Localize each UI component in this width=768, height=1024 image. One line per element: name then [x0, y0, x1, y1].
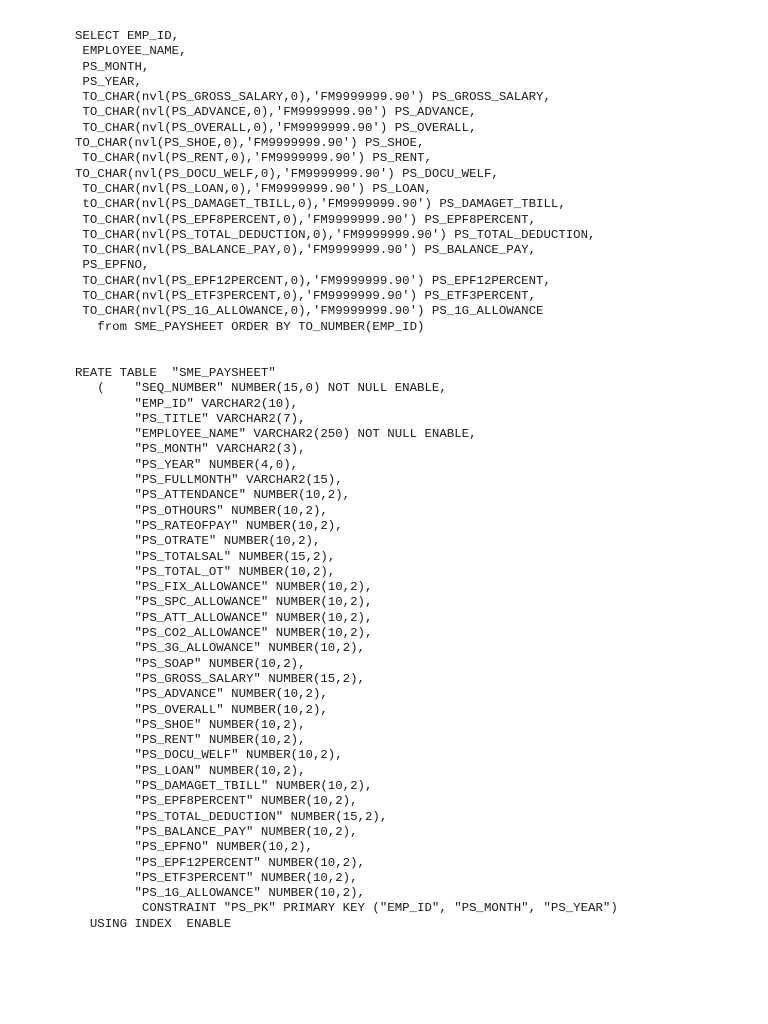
code-line: "PS_TOTAL_DEDUCTION" NUMBER(15,2), [75, 809, 388, 824]
code-line: "PS_SOAP" NUMBER(10,2), [75, 656, 306, 671]
code-line: "EMP_ID" VARCHAR2(10), [75, 396, 299, 411]
code-line: EMPLOYEE_NAME, [75, 44, 187, 59]
code-line: "PS_OTRATE" NUMBER(10,2), [75, 534, 321, 549]
code-line: "PS_MONTH" VARCHAR2(3), [75, 442, 306, 457]
code-line: TO_CHAR(nvl(PS_BALANCE_PAY,0),'FM9999999.90') PS_BALANCE_PAY, [75, 243, 537, 258]
code-line: TO_CHAR(nvl(PS_TOTAL_DEDUCTION,0),'FM9999999.90') PS_TOTAL_DEDUCTION, [75, 227, 596, 242]
code-line: "PS_ATTENDANCE" NUMBER(10,2), [75, 488, 351, 503]
code-line: "PS_OVERALL" NUMBER(10,2), [75, 702, 328, 717]
code-line: "PS_RENT" NUMBER(10,2), [75, 733, 306, 748]
code-line: "PS_FULLMONTH" VARCHAR2(15), [75, 473, 343, 488]
code-line: "PS_GROSS_SALARY" NUMBER(15,2), [75, 671, 365, 686]
select-query-code-block [75, 29, 596, 335]
code-line: TO_CHAR(nvl(PS_ETF3PERCENT,0),'FM9999999.90') PS_ETF3PERCENT, [75, 289, 537, 304]
code-line: TO_CHAR(nvl(PS_LOAN,0),'FM9999999.90') PS_LOAN, [75, 181, 432, 196]
code-line: SELECT EMP_ID, [75, 29, 180, 43]
code-line: "PS_TOTALSAL" NUMBER(15,2), [75, 549, 336, 564]
code-line: "PS_BALANCE_PAY" NUMBER(10,2), [75, 824, 358, 839]
code-line: TO_CHAR(nvl(PS_GROSS_SALARY,0),'FM9999999.90') PS_GROSS_SALARY, [75, 90, 551, 105]
code-line: PS_EPFNO, [75, 258, 150, 273]
code-line: "PS_ADVANCE" NUMBER(10,2), [75, 687, 328, 702]
code-line: "PS_OTHOURS" NUMBER(10,2), [75, 503, 328, 518]
code-line: ( "SEQ_NUMBER" NUMBER(15,0) NOT NULL ENABLE, [75, 381, 447, 396]
code-line: REATE TABLE "SME_PAYSHEET" [75, 366, 276, 380]
code-line: "PS_1G_ALLOWANCE" NUMBER(10,2), [75, 886, 365, 901]
code-line: "PS_LOAN" NUMBER(10,2), [75, 763, 306, 778]
code-line: PS_YEAR, [75, 74, 142, 89]
code-line: from SME_PAYSHEET ORDER BY TO_NUMBER(EMP_ID) [75, 319, 425, 334]
code-line: CONSTRAINT "PS_PK" PRIMARY KEY ("EMP_ID", "PS_MONTH", "PS_YEAR") [75, 901, 618, 916]
code-line: "PS_RATEOFPAY" NUMBER(10,2), [75, 518, 343, 533]
code-line: "PS_DAMAGET_TBILL" NUMBER(10,2), [75, 779, 373, 794]
code-line: TO_CHAR(nvl(PS_1G_ALLOWANCE,0),'FM9999999.90') PS_1G_ALLOWANCE [75, 304, 544, 319]
code-line: USING INDEX ENABLE [75, 916, 232, 931]
code-line: "PS_DOCU_WELF" NUMBER(10,2), [75, 748, 343, 763]
code-line: PS_MONTH, [75, 59, 150, 74]
code-line: TO_CHAR(nvl(PS_SHOE,0),'FM9999999.90') PS_SHOE, [75, 136, 425, 151]
code-line: "PS_CO2_ALLOWANCE" NUMBER(10,2), [75, 626, 373, 641]
code-line: TO_CHAR(nvl(PS_EPF8PERCENT,0),'FM9999999.90') PS_EPF8PERCENT, [75, 212, 537, 227]
code-line: "PS_ETF3PERCENT" NUMBER(10,2), [75, 870, 358, 885]
code-line: tO_CHAR(nvl(PS_DAMAGET_TBILL,0),'FM9999999.90') PS_DAMAGET_TBILL, [75, 197, 566, 212]
code-line: "PS_FIX_ALLOWANCE" NUMBER(10,2), [75, 580, 373, 595]
code-line: TO_CHAR(nvl(PS_ADVANCE,0),'FM9999999.90') PS_ADVANCE, [75, 105, 477, 120]
code-line: "PS_ATT_ALLOWANCE" NUMBER(10,2), [75, 610, 373, 625]
code-line: TO_CHAR(nvl(PS_OVERALL,0),'FM9999999.90') PS_OVERALL, [75, 120, 477, 135]
code-line: "PS_YEAR" NUMBER(4,0), [75, 457, 299, 472]
code-line: TO_CHAR(nvl(PS_DOCU_WELF,0),'FM9999999.90') PS_DOCU_WELF, [75, 166, 499, 181]
code-line: "PS_EPFNO" NUMBER(10,2), [75, 840, 313, 855]
code-line: TO_CHAR(nvl(PS_EPF12PERCENT,0),'FM9999999.90') PS_EPF12PERCENT, [75, 273, 551, 288]
code-line: TO_CHAR(nvl(PS_RENT,0),'FM9999999.90') PS_RENT, [75, 151, 432, 166]
code-line: "PS_3G_ALLOWANCE" NUMBER(10,2), [75, 641, 365, 656]
code-line: "PS_SHOE" NUMBER(10,2), [75, 717, 306, 732]
code-line: "PS_EPF12PERCENT" NUMBER(10,2), [75, 855, 365, 870]
code-line: "PS_SPC_ALLOWANCE" NUMBER(10,2), [75, 595, 373, 610]
create-table-code-block [75, 366, 618, 932]
code-line: "PS_EPF8PERCENT" NUMBER(10,2), [75, 794, 358, 809]
code-line: "PS_TOTAL_OT" NUMBER(10,2), [75, 564, 336, 579]
code-line: "EMPLOYEE_NAME" VARCHAR2(250) NOT NULL ENABLE, [75, 427, 477, 442]
code-line: "PS_TITLE" VARCHAR2(7), [75, 411, 306, 426]
